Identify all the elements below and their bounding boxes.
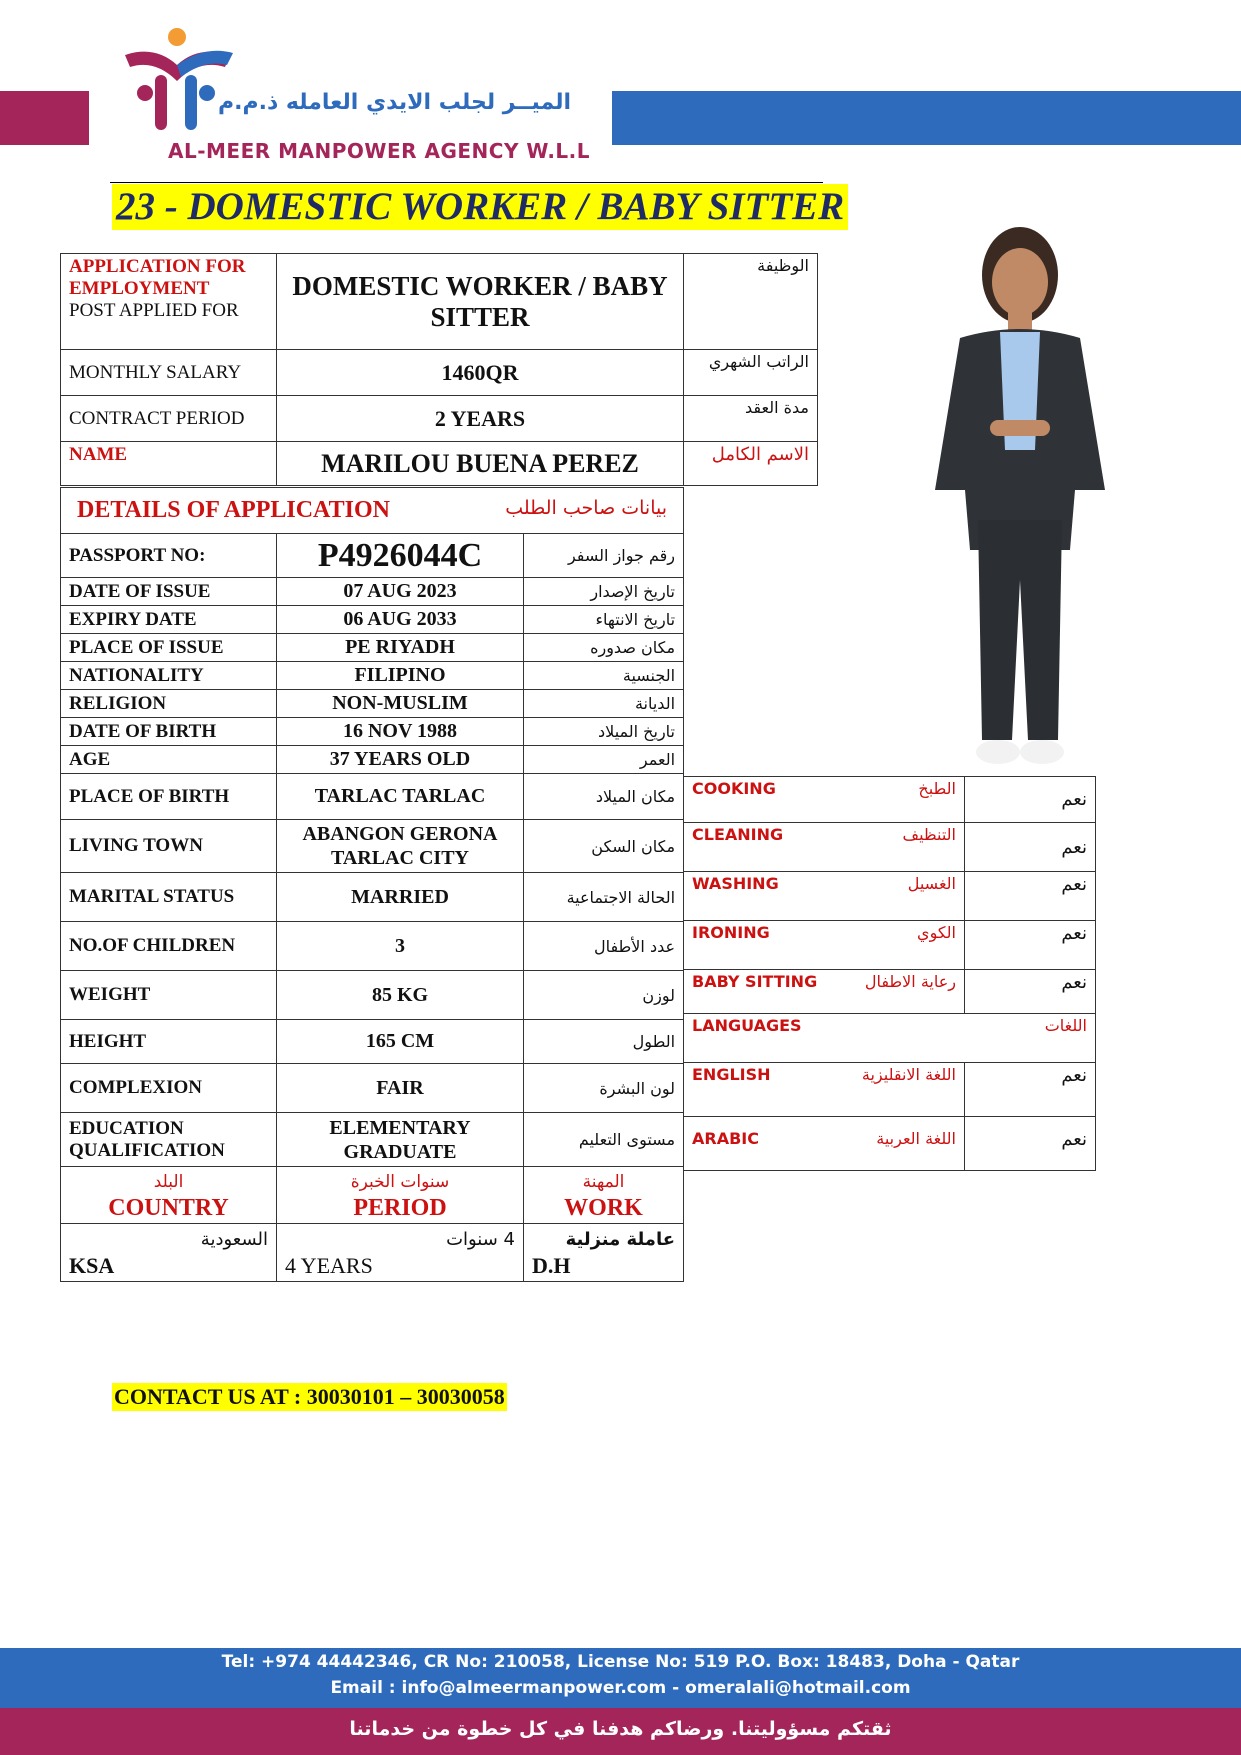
applicant-photo (900, 220, 1140, 780)
detail-value: 85 KG (277, 971, 524, 1020)
title-rule (110, 182, 823, 183)
detail-label: HEIGHT (61, 1020, 277, 1064)
detail-value: FILIPINO (277, 662, 524, 690)
language-name: ENGLISH (692, 1065, 771, 1084)
detail-label-ar: تاريخ الميلاد (524, 718, 684, 746)
work-header (524, 1167, 684, 1224)
experience-work-ar: عاملة منزلية (565, 1228, 676, 1250)
detail-value: FAIR (277, 1064, 524, 1113)
detail-label-ar: عدد الأطفال (524, 922, 684, 971)
salary-label-ar: الراتب الشهري (684, 350, 818, 396)
experience-country (61, 1224, 277, 1282)
footer-slogan: ثقتكم مسؤوليتنا. ورضاكم هدفنا في كل خطوة من خدماتنا (349, 1718, 892, 1740)
detail-label: DATE OF BIRTH (61, 718, 277, 746)
language-yes: نعم (965, 1117, 1096, 1171)
language-cell (684, 1117, 965, 1171)
skills-table (683, 776, 1096, 1171)
detail-value: PE RIYADH (277, 634, 524, 662)
country-header (61, 1167, 277, 1224)
period-header-ar: سنوات الخبرة (350, 1172, 450, 1192)
experience-work-en: D.H (532, 1252, 571, 1278)
languages-header (684, 1014, 1096, 1063)
detail-label-ar: مكان صدوره (524, 634, 684, 662)
skill-name-ar: الطبخ (918, 779, 956, 798)
footer-email-line: Email : info@almeermanpower.com - omeralali@hotmail.com (330, 1678, 911, 1698)
work-header-en: WORK (564, 1195, 643, 1221)
skill-yes: نعم (965, 921, 1096, 970)
detail-label: NATIONALITY (61, 662, 277, 690)
country-header-ar: البلد (153, 1172, 184, 1192)
skill-cell (684, 872, 965, 921)
salary-value: 1460QR (277, 350, 684, 396)
detail-value: 06 AUG 2033 (277, 606, 524, 634)
period-header (277, 1167, 524, 1224)
detail-label-ar: تاريخ الانتهاء (524, 606, 684, 634)
skill-yes: نعم (965, 823, 1096, 872)
detail-label: WEIGHT (61, 971, 277, 1020)
skill-yes: نعم (965, 970, 1096, 1014)
language-cell (684, 1063, 965, 1117)
skill-name: CLEANING (692, 825, 784, 844)
experience-country-en: KSA (69, 1252, 115, 1278)
detail-label: COMPLEXION (61, 1064, 277, 1113)
detail-label-ar: العمر (524, 746, 684, 774)
detail-value: 16 NOV 1988 (277, 718, 524, 746)
detail-label: PLACE OF BIRTH (61, 774, 277, 820)
period-header-en: PERIOD (353, 1195, 447, 1221)
detail-value: ABANGON GERONA TARLAC CITY (277, 820, 524, 873)
page-title: 23 - DOMESTIC WORKER / BABY SITTER (112, 184, 848, 230)
footer-contact-line: Tel: +974 44442346, CR No: 210058, License No: 519 P.O. Box: 18483, Doha - Qatar (221, 1652, 1020, 1672)
salary-label: MONTHLY SALARY (61, 350, 277, 396)
details-header (61, 488, 684, 534)
detail-label-ar: مستوى التعليم (524, 1113, 684, 1167)
header-band-right (612, 91, 1241, 145)
experience-row (61, 1224, 684, 1282)
skill-name: IRONING (692, 923, 770, 942)
employment-table (60, 253, 818, 486)
skill-name-ar: الكوي (917, 923, 956, 942)
detail-label: MARITAL STATUS (61, 873, 277, 922)
detail-value: 165 CM (277, 1020, 524, 1064)
application-label: APPLICATION FOR EMPLOYMENT (69, 256, 246, 299)
skill-yes: نعم (965, 872, 1096, 921)
languages-header-ar: اللغات (1044, 1016, 1087, 1035)
experience-header-row (61, 1167, 684, 1224)
details-header-en: DETAILS OF APPLICATION (77, 497, 390, 523)
detail-label-ar: لوزن (524, 971, 684, 1020)
experience-period-ar: 4 سنوات (446, 1228, 515, 1250)
skill-yes: نعم (965, 777, 1096, 823)
skill-cell (684, 777, 965, 823)
detail-label: RELIGION (61, 690, 277, 718)
detail-label-ar: تاريخ الإصدار (524, 578, 684, 606)
skill-name-ar: رعاية الاطفال (864, 972, 956, 991)
passport-value: P4926044C (277, 534, 524, 578)
detail-value: TARLAC TARLAC (277, 774, 524, 820)
work-header-ar: المهنة (582, 1172, 625, 1192)
details-header-ar: بيانات صاحب الطلب (505, 497, 668, 519)
header-band-left (0, 91, 89, 145)
detail-label: AGE (61, 746, 277, 774)
detail-value: NON-MUSLIM (277, 690, 524, 718)
skill-name: COOKING (692, 779, 776, 798)
detail-label-ar: مكان الميلاد (524, 774, 684, 820)
detail-label: EDUCATION QUALIFICATION (61, 1113, 277, 1167)
skill-cell (684, 823, 965, 872)
experience-period (277, 1224, 524, 1282)
detail-label: PLACE OF ISSUE (61, 634, 277, 662)
detail-value: 3 (277, 922, 524, 971)
detail-label: LIVING TOWN (61, 820, 277, 873)
language-name: ARABIC (692, 1129, 759, 1148)
experience-period-en: 4 YEARS (285, 1252, 373, 1278)
details-table (60, 487, 684, 1282)
detail-label-ar: الحالة الاجتماعية (524, 873, 684, 922)
skill-name-ar: الغسيل (907, 874, 956, 893)
skill-name: BABY SITTING (692, 972, 818, 991)
post-value: DOMESTIC WORKER / BABY SITTER (277, 254, 684, 350)
logo-english-name: AL-MEER MANPOWER AGENCY W.L.L (168, 139, 591, 163)
contact-line: CONTACT US AT : 30030101 – 30030058 (114, 1384, 505, 1409)
skill-name-ar: التنظيف (902, 825, 956, 844)
experience-country-ar: السعودية (200, 1228, 268, 1250)
logo-arabic-name: الميــر لجلب الايدي العامله ذ.م.م (218, 90, 572, 115)
experience-work (524, 1224, 684, 1282)
post-label-cell (61, 254, 277, 350)
skill-cell (684, 970, 965, 1014)
detail-label: PASSPORT NO: (61, 534, 277, 578)
company-logo-icon (115, 25, 245, 135)
detail-value: 37 YEARS OLD (277, 746, 524, 774)
post-label-ar: الوظيفة (684, 254, 818, 350)
contract-label-ar: مدة العقد (684, 396, 818, 442)
detail-label-ar: الديانة (524, 690, 684, 718)
language-yes: نعم (965, 1063, 1096, 1117)
detail-label-ar: رقم جواز السفر (524, 534, 684, 578)
detail-value: ELEMENTARY GRADUATE (277, 1113, 524, 1167)
name-value: MARILOU BUENA PEREZ (277, 442, 684, 486)
name-label-ar: الاسم الكامل (684, 442, 818, 486)
name-label: NAME (61, 442, 277, 486)
language-name-ar: اللغة الانقليزية (861, 1065, 956, 1084)
detail-label: EXPIRY DATE (61, 606, 277, 634)
skill-name: WASHING (692, 874, 779, 893)
detail-label-ar: مكان السكن (524, 820, 684, 873)
contract-value: 2 YEARS (277, 396, 684, 442)
post-applied-label: POST APPLIED FOR (69, 300, 239, 321)
languages-header-en: LANGUAGES (692, 1016, 802, 1035)
detail-label-ar: لون البشرة (524, 1064, 684, 1113)
detail-label: NO.OF CHILDREN (61, 922, 277, 971)
detail-label-ar: الجنسية (524, 662, 684, 690)
detail-value: MARRIED (277, 873, 524, 922)
country-header-en: COUNTRY (108, 1195, 229, 1221)
skill-cell (684, 921, 965, 970)
detail-label: DATE OF ISSUE (61, 578, 277, 606)
contract-label: CONTRACT PERIOD (61, 396, 277, 442)
detail-label-ar: الطول (524, 1020, 684, 1064)
detail-value: 07 AUG 2023 (277, 578, 524, 606)
language-name-ar: اللغة العربية (876, 1129, 956, 1148)
